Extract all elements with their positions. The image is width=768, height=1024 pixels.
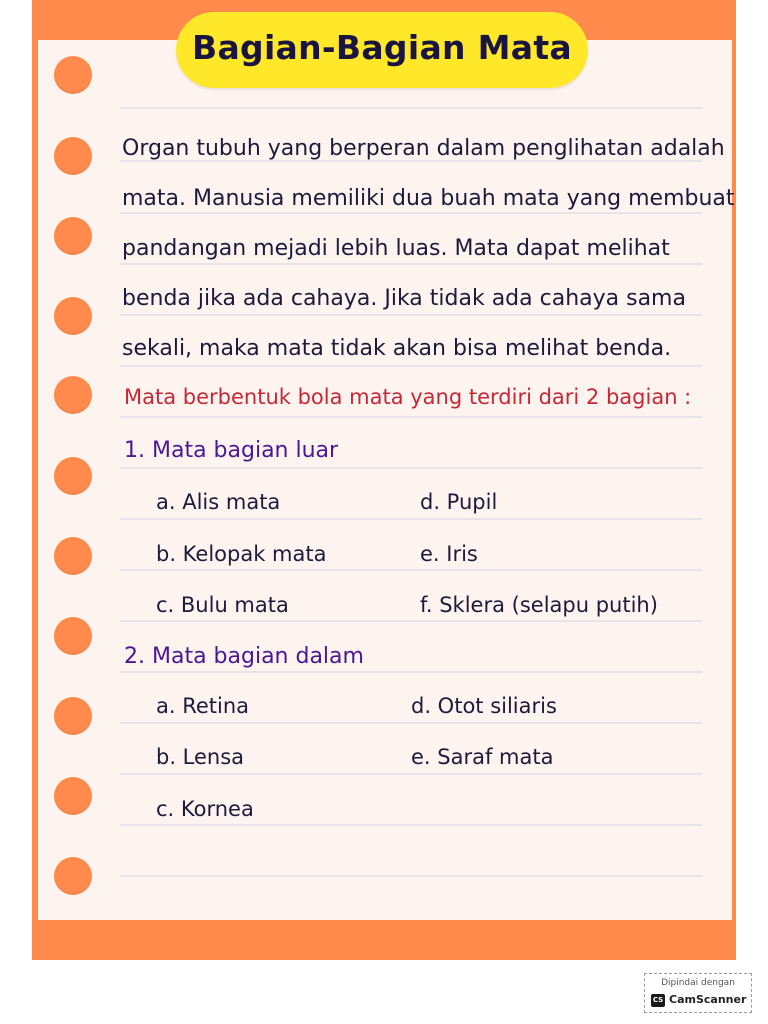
ruled-line [120, 263, 702, 265]
list-item: b. Lensa [156, 745, 245, 769]
ruled-line [120, 314, 702, 316]
section-heading-inner-eye: 2. Mata bagian dalam [124, 644, 364, 669]
binder-hole-icon [54, 857, 92, 895]
list-item: a. Alis mata [156, 490, 281, 514]
list-item: a. Retina [156, 694, 250, 718]
paragraph-line: Organ tubuh yang berperan dalam penglihatan adalah [122, 136, 725, 161]
ruled-line [120, 824, 702, 826]
ruled-line [120, 671, 702, 673]
binder-hole-icon [54, 137, 92, 175]
page-title: Bagian-Bagian Mata [192, 28, 572, 67]
binder-hole-icon [54, 297, 92, 335]
binder-hole-icon [54, 537, 92, 575]
list-item: e. Iris [420, 542, 478, 566]
binder-hole-icon [54, 457, 92, 495]
scanner-caption: Dipindai dengan [661, 978, 735, 988]
list-item: d. Otot siliaris [411, 694, 557, 718]
binder-hole-icon [54, 617, 92, 655]
list-item: f. Sklera (selapu putih) [420, 593, 658, 617]
binder-hole-icon [54, 376, 92, 414]
ruled-line [120, 875, 702, 877]
binder-hole-icon [54, 56, 92, 94]
ruled-line [120, 620, 702, 622]
ruled-line [120, 107, 702, 109]
list-item: b. Kelopak mata [156, 542, 327, 566]
ruled-line [120, 518, 702, 520]
ruled-line [120, 467, 702, 469]
ruled-line [120, 416, 702, 418]
camscanner-watermark [644, 973, 752, 1013]
scanner-brand-name: CamScanner [669, 993, 747, 1006]
ruled-line [120, 722, 702, 724]
ruled-line [120, 569, 702, 571]
binder-hole-icon [54, 217, 92, 255]
intro-statement: Mata berbentuk bola mata yang terdiri dari 2 bagian : [124, 385, 692, 409]
paragraph-line: benda jika ada cahaya. Jika tidak ada cahaya sama [122, 286, 686, 311]
ruled-line [120, 212, 702, 214]
ruled-line [120, 365, 702, 367]
list-item: e. Saraf mata [411, 745, 554, 769]
camscanner-logo-icon: CS [651, 994, 665, 1007]
list-item: d. Pupil [420, 490, 498, 514]
paragraph-line: sekali, maka mata tidak akan bisa melihat benda. [122, 336, 672, 361]
paragraph-line: pandangan mejadi lebih luas. Mata dapat melihat [122, 236, 670, 261]
list-item: c. Bulu mata [156, 593, 289, 617]
list-item: c. Kornea [156, 797, 254, 821]
paragraph-line: mata. Manusia memiliki dua buah mata yang membuat [122, 186, 735, 211]
scanner-brand [651, 993, 746, 1007]
section-heading-outer-eye: 1. Mata bagian luar [124, 438, 339, 463]
binder-hole-icon [54, 777, 92, 815]
notebook-paper [38, 40, 732, 920]
ruled-line [120, 773, 702, 775]
binder-hole-icon [54, 697, 92, 735]
